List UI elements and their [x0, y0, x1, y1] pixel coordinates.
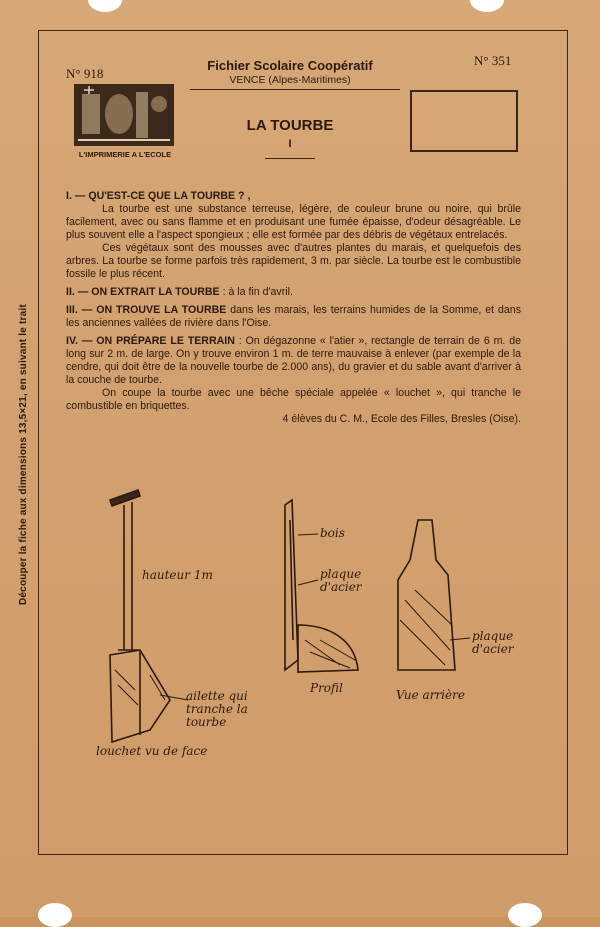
steel-plate-label-back: plaque d'acier — [472, 629, 514, 656]
margin-note: Découper la fiche aux dimensions 13,5×21, en suivant le trait — [18, 304, 29, 605]
logo-caption: L'IMPRIMERIE A L'ECOLE — [78, 150, 172, 159]
louchet-front-caption: louchet vu de face — [96, 744, 208, 758]
section-2: II. — ON EXTRAIT LA TOURBE : à la fin d'avril. — [66, 286, 293, 298]
document-title: LA TOURBE — [246, 117, 334, 134]
ailette-label: ailette qui tranche la tourbe — [186, 689, 248, 729]
steel-plate-label: plaque d'acier — [320, 567, 362, 594]
profile-caption: Profil — [310, 681, 343, 695]
back-view-caption: Vue arrière — [396, 688, 465, 702]
publisher-location: VENCE (Alpes-Maritimes) — [229, 74, 351, 86]
document-subtitle: I — [288, 138, 292, 150]
wood-label: bois — [320, 526, 345, 540]
card-number-right: N° 351 — [474, 53, 512, 68]
publisher-name: Fichier Scolaire Coopératif — [207, 58, 373, 73]
height-label: hauteur 1m — [142, 568, 213, 582]
section-4: IV. — ON PRÉPARE LE TERRAIN : On dégazonne « l'atier », rectangle de terrain de 6 m. de long sur 2 m. de large. On y trouve environ 1 m. de terre mauvaise à enlever (par exemple de la cendre, qui doit être de la nouvelle tourbe de 2.000 ans), du gravier et du sable avant d'arriver à la couche de tourbe. — [66, 335, 521, 386]
section-1-heading: I. — QU'EST-CE QUE LA TOURBE ? , — [66, 190, 251, 202]
section-3: III. — ON TROUVE LA TOURBE dans les marais, les terrains humides de la Somme, et dans les anciennes vallées de rivière dans l'Oise. — [66, 304, 521, 329]
section-1-paragraph-1: La tourbe est une substance terreuse, légère, de couleur brune ou noire, qui brûle facilement, avec ou sans flamme et en produisant une fumée épaisse, d'odeur désagréable. Le plus souvent elle a l'aspect spongieux ; elle est formée par des débris de végétaux entrelacés. — [66, 203, 521, 241]
card-number-left: N° 918 — [66, 66, 104, 81]
section-4-paragraph-2: On coupe la tourbe avec une bêche spéciale appelée « louchet », qui tranche le combustible en briquettes. — [66, 387, 521, 412]
signature: 4 élèves du C. M., Ecole des Filles, Bresles (Oise). — [282, 413, 521, 425]
section-1-paragraph-2: Ces végétaux sont des mousses avec d'autres plantes du marais, et quelquefois des arbres. La tourbe se forme parfois très rapidement, 3 m. par siècle. La tourbe est le combustible fossile le plus récent. — [66, 242, 521, 280]
